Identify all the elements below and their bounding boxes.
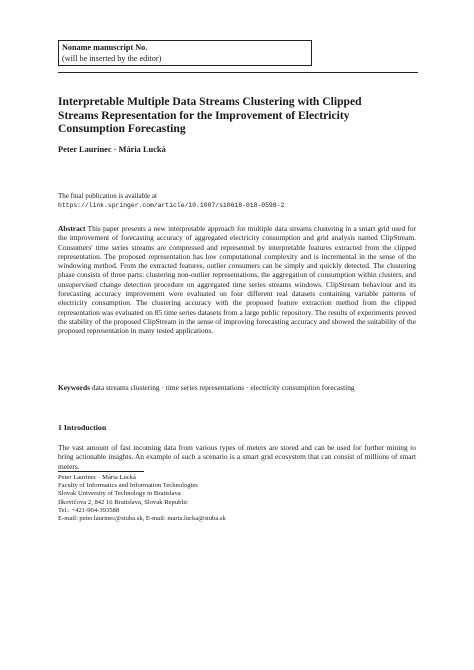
footnote-line: Ilkovičova 2, 842 16 Bratislava, Slovak Republic bbox=[58, 498, 189, 506]
authors: Peter Laurinec · Mária Lucká bbox=[58, 145, 166, 154]
top-rule bbox=[58, 72, 418, 73]
abstract-text: This paper presents a new interpretable approach for multiple data streams clustering in a smart grid used for the improvement of forecasting accuracy of aggregated electricity consumption and grid analysis named ClipStream. Consumers' time series streams are compressed and represented by interpretable features extracted from the clipped representation. The proposed representation has low computational complexity and is incremental in the sense of the windowing method. From the extracted features, outlier consumers can be simply and quickly detected. The clustering phase consists of three parts: clustering non-outlier representations, the aggregation of consumption within clusters, and unsupervised change detection procedure on aggregated time series streams windows. ClipStream behaviour and its forecasting accuracy improvement were evaluated on four different real datasets containing variable patterns of electricity consumption. The clustering accuracy with the proposed feature extraction method from the clipped representation was evaluated on 85 time series datasets from a large public repository. The results of experiments proved the stability of the proposed ClipStream in the sense of improving forecasting accuracy and showed the suitability of the proposed representation in many tested applications. bbox=[58, 224, 416, 336]
manuscript-number: Noname manuscript No. bbox=[62, 43, 148, 52]
paper-title: Interpretable Multiple Data Streams Clustering with Clipped Streams Representation for the Improvement of Electricity Consumption Forecasting bbox=[58, 95, 362, 136]
publication-note bbox=[58, 192, 284, 210]
publication-url[interactable]: https://link.springer.com/article/10.1007/s10618-018-0598-2 bbox=[58, 202, 285, 209]
footnote-line: E-mail: peter.laurinec@stuba.sk, E-mail: maria.lucka@stuba.sk bbox=[58, 515, 226, 523]
introduction-text: The vast amount of fast incoming data from various types of meters are stored and can be used for further mining to bring actionable insights. An example of such a scenario is a smart grid ecosystem that can consist of millions of smart meters. bbox=[58, 443, 416, 471]
section-heading: 1 Introduction bbox=[58, 423, 107, 432]
keywords-label: Keywords bbox=[58, 383, 91, 392]
editor-note: (will be inserted by the editor) bbox=[62, 54, 162, 63]
footnote-line: Peter Laurinec · Mária Lucká bbox=[58, 474, 136, 481]
abstract bbox=[58, 224, 416, 336]
keywords-text: data streams clustering · time series representations · electricity consumption forecasting bbox=[91, 383, 355, 392]
footnote-line: Slovak University of Technology in Bratislava bbox=[58, 490, 181, 498]
footnote-line: Faculty of Informatics and Information Technologies bbox=[58, 482, 198, 490]
keywords bbox=[58, 383, 416, 392]
footnote-line: Tel.: +421-904-393588 bbox=[58, 506, 120, 514]
footnote bbox=[58, 474, 226, 523]
manuscript-header-box bbox=[58, 40, 312, 66]
footnote-rule bbox=[58, 471, 144, 472]
abstract-label: Abstract bbox=[58, 224, 86, 233]
publication-note-text: The final publication is available at bbox=[58, 192, 157, 200]
